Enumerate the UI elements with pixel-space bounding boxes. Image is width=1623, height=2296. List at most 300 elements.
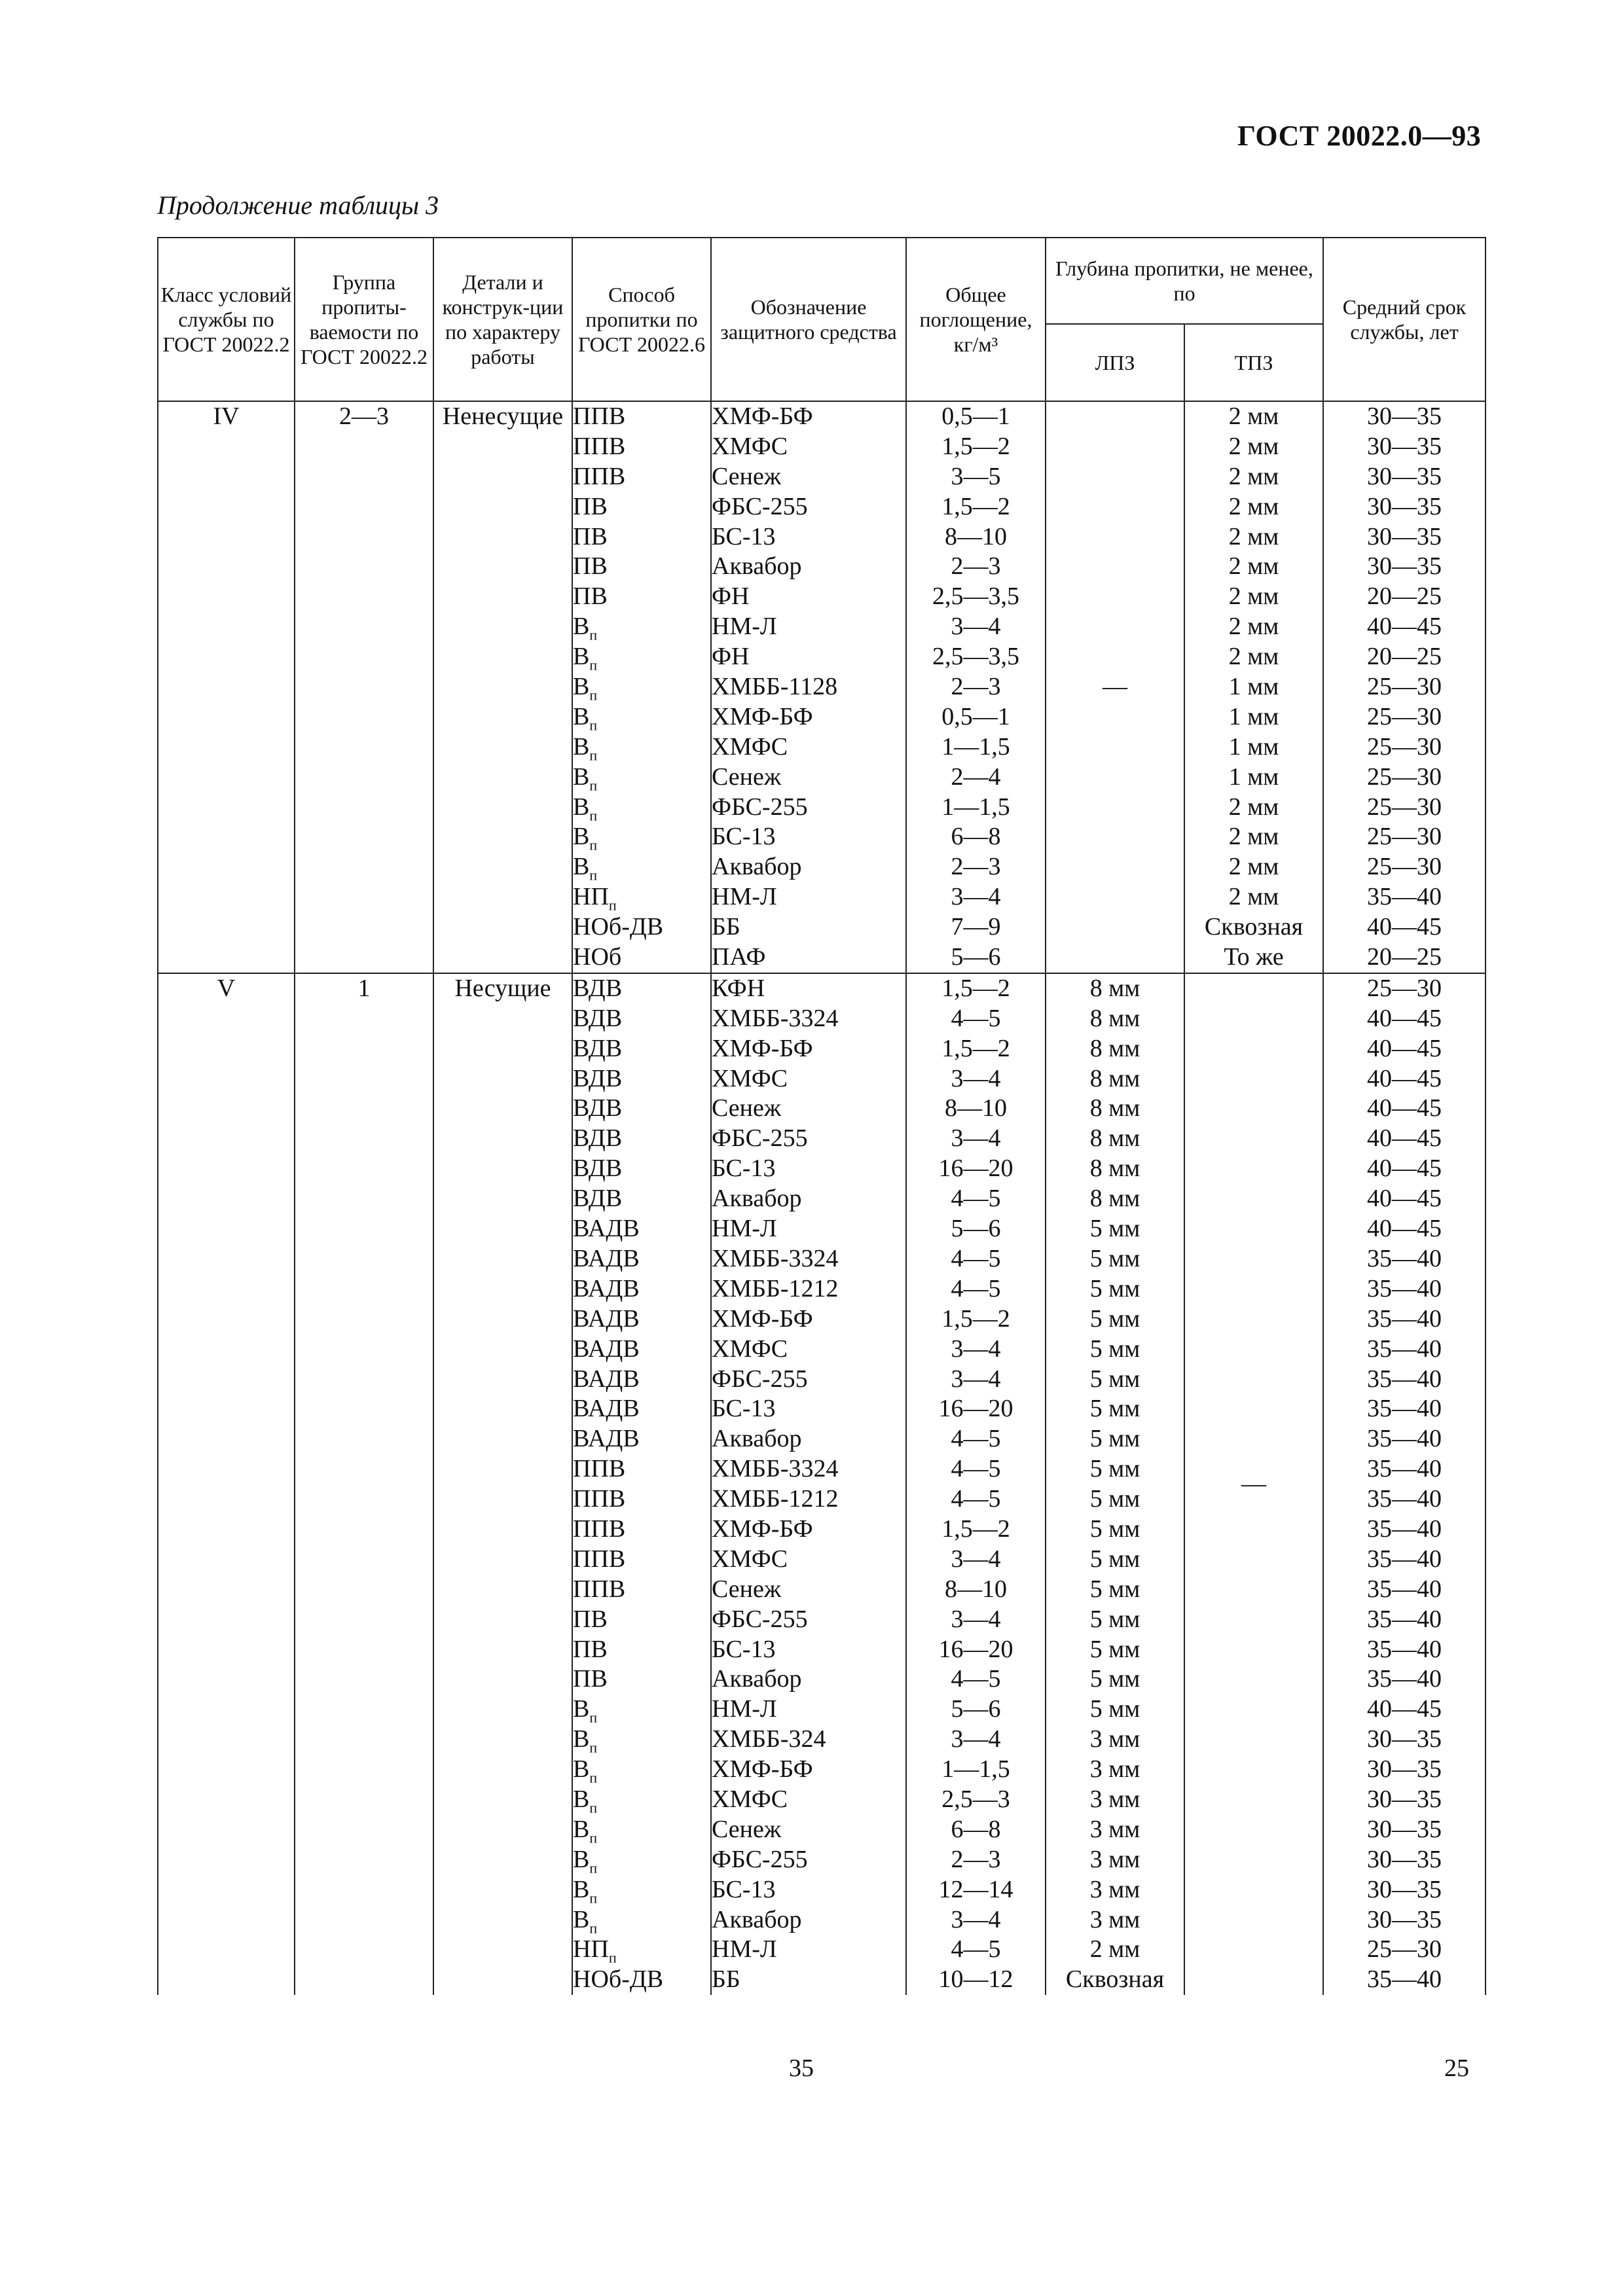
life-cell-value: 30—35 (1367, 1845, 1442, 1873)
absorption-cell-line (907, 432, 1045, 462)
agent-cell-line (712, 762, 905, 793)
agent-cell-value: НМ-Л (712, 613, 777, 641)
agent-cell-value: ХМББ-1212 (712, 1485, 839, 1513)
agent-cell-line (712, 672, 905, 702)
life-cell-value: 35—40 (1367, 1485, 1442, 1513)
lpz-cell-value: 8 мм (1089, 1185, 1140, 1213)
method-cell-value: ВАДВ (573, 1215, 640, 1243)
method-cell-value: ВДВ (573, 1124, 623, 1153)
absorption-cell-value: 4—5 (951, 1185, 1001, 1213)
absorption-cell-line (907, 732, 1045, 762)
absorption-cell-line (907, 1664, 1045, 1695)
absorption-cell-line (907, 1394, 1045, 1424)
agent-cell-value: ХМФС (712, 1064, 788, 1092)
life-cell-value: 40—45 (1367, 1094, 1442, 1122)
lpz-cell-value: 3 мм (1089, 1875, 1140, 1903)
tpz-cell-value: 2 мм (1228, 613, 1279, 641)
agent-cell-value: Аквабор (712, 1665, 802, 1693)
agent-cell (711, 401, 906, 973)
method-cell-line (573, 1785, 710, 1815)
lpz-cell-line (1046, 1935, 1184, 1965)
life-cell-line (1324, 1365, 1485, 1395)
method-cell-value: ВАДВ (573, 1274, 640, 1302)
life-cell-value: 30—35 (1367, 1785, 1442, 1813)
life-cell-line (1324, 1635, 1485, 1665)
life-cell-line (1324, 1785, 1485, 1815)
agent-cell-line (712, 492, 905, 522)
method-cell-value: В (573, 643, 590, 671)
life-cell-line (1324, 942, 1485, 973)
absorption-cell-line (907, 1094, 1045, 1124)
lpz-cell-value: 8 мм (1089, 974, 1140, 1002)
tpz-cell-line (1185, 762, 1322, 793)
agent-cell-line (712, 1454, 905, 1484)
method-cell-line (573, 1935, 710, 1965)
life-cell-value: 30—35 (1367, 522, 1442, 550)
tpz-cell-value: 1 мм (1228, 732, 1279, 761)
method-cell-value: ВАДВ (573, 1395, 640, 1423)
life-cell-line (1324, 1034, 1485, 1064)
absorption-cell-value: 3—4 (951, 1905, 1001, 1933)
absorption-cell-line (907, 522, 1045, 552)
life-cell-line (1324, 522, 1485, 552)
tpz-cell-value: То же (1224, 943, 1284, 971)
absorption-cell-value: 4—5 (951, 1004, 1001, 1032)
absorption-cell-value: 3—5 (951, 462, 1001, 490)
life-cell-value: 35—40 (1367, 1545, 1442, 1573)
agent-cell-value: НМ-Л (712, 883, 777, 911)
page-number-center: 35 (789, 2054, 814, 2082)
absorption-cell-line (907, 492, 1045, 522)
method-cell-line (573, 942, 710, 973)
life-cell-value: 35—40 (1367, 1665, 1442, 1693)
agent-cell-line (712, 852, 905, 882)
life-cell-value: 35—40 (1367, 1515, 1442, 1543)
agent-cell-value: ФБС-255 (712, 1845, 808, 1873)
method-subscript: п (589, 1799, 598, 1816)
agent-cell-line (712, 1515, 905, 1545)
life-cell-value: 30—35 (1367, 1815, 1442, 1843)
method-cell-line (573, 1214, 710, 1244)
agent-cell-line (712, 1755, 905, 1785)
absorption-cell-value: 3—4 (951, 1064, 1001, 1092)
absorption-cell-line (907, 702, 1045, 732)
lpz-cell-value: 3 мм (1089, 1725, 1140, 1753)
agent-cell-line (712, 1394, 905, 1424)
tpz-cell-value: 2 мм (1228, 823, 1279, 851)
col-header-lpz: ЛПЗ (1046, 324, 1184, 401)
absorption-cell-value: 1—1,5 (941, 793, 1010, 821)
absorption-cell-value: 2—3 (951, 552, 1001, 581)
agent-cell-value: ББ (712, 913, 740, 941)
life-cell-line (1324, 702, 1485, 732)
method-cell-line (573, 1515, 710, 1545)
lpz-cell-value: 5 мм (1089, 1274, 1140, 1302)
group-cell-text: 1 (357, 974, 371, 1002)
method-cell-value: ВАДВ (573, 1244, 640, 1272)
lpz-cell-line (1046, 1094, 1184, 1124)
absorption-cell-line (907, 974, 1045, 1004)
tpz-cell-line (1185, 912, 1322, 942)
life-cell-line (1324, 1335, 1485, 1365)
method-cell-line (573, 552, 710, 582)
lpz-cell-line (1046, 974, 1184, 1004)
method-cell-line (573, 1575, 710, 1605)
tpz-cell-value: 2 мм (1228, 883, 1279, 911)
absorption-cell-value: 1,5—2 (941, 974, 1010, 1002)
tpz-cell-value: 2 мм (1228, 432, 1279, 460)
lpz-cell-line (1046, 1845, 1184, 1875)
agent-cell-line (712, 1154, 905, 1184)
agent-cell-line (712, 1244, 905, 1274)
lpz-cell-value: 5 мм (1089, 1485, 1140, 1513)
life-cell-value: 30—35 (1367, 1755, 1442, 1784)
method-subscript: п (589, 867, 598, 884)
method-subscript: п (589, 807, 598, 824)
absorption-cell-line (907, 1575, 1045, 1605)
impregnation-table (157, 237, 1486, 1995)
tpz-cell (1184, 401, 1323, 973)
method-cell-line (573, 1454, 710, 1484)
method-cell-value: ПВ (573, 583, 608, 611)
class-cell-text: V (217, 974, 236, 1002)
absorption-cell-value: 8—10 (945, 522, 1007, 550)
life-cell-line (1324, 1124, 1485, 1154)
life-cell-line (1324, 1935, 1485, 1965)
method-cell-value: В (573, 823, 590, 851)
agent-cell-line (712, 1124, 905, 1154)
method-cell-line (573, 1274, 710, 1304)
tpz-cell-value: 2 мм (1228, 643, 1279, 671)
tpz-cell-line (1185, 822, 1322, 852)
tpz-cell-value: 2 мм (1228, 522, 1279, 550)
absorption-cell-value: 4—5 (951, 1935, 1001, 1964)
lpz-cell-line (1046, 1424, 1184, 1454)
tpz-cell-value: 2 мм (1228, 552, 1279, 581)
absorption-cell-line (907, 1635, 1045, 1665)
agent-cell-line (712, 1935, 905, 1965)
method-cell-line (573, 882, 710, 912)
agent-cell-value: ХМФС (712, 1335, 788, 1363)
method-cell-line (573, 1545, 710, 1575)
agent-cell-line (712, 1484, 905, 1515)
lpz-cell-value: 3 мм (1089, 1785, 1140, 1813)
method-cell-line (573, 1365, 710, 1395)
lpz-cell-line (1046, 1545, 1184, 1575)
life-cell-line (1324, 1845, 1485, 1875)
method-cell-value: В (573, 732, 590, 761)
tpz-cell-line (1185, 642, 1322, 672)
method-subscript: п (589, 1829, 598, 1846)
absorption-cell-line (907, 1605, 1045, 1635)
life-cell-line (1324, 1274, 1485, 1304)
lpz-cell-value: 8 мм (1089, 1094, 1140, 1122)
life-cell-line (1324, 672, 1485, 702)
tpz-cell-value: 1 мм (1228, 762, 1279, 791)
method-cell-line (573, 462, 710, 492)
method-cell-line (573, 1424, 710, 1454)
method-cell-value: В (573, 1875, 590, 1903)
absorption-cell-line (907, 402, 1045, 432)
lpz-cell-line (1046, 1905, 1184, 1935)
lpz-cell-value: 5 мм (1089, 1304, 1140, 1333)
lpz-cell: — (1046, 401, 1184, 973)
method-cell-line (573, 1875, 710, 1905)
life-cell-value: 35—40 (1367, 883, 1442, 911)
life-cell-line (1324, 1454, 1485, 1484)
tpz-cell-line (1185, 402, 1322, 432)
method-cell-value: ППВ (573, 432, 626, 460)
life-cell-line (1324, 1875, 1485, 1905)
life-cell-value: 40—45 (1367, 1034, 1442, 1062)
lpz-cell-line (1046, 1635, 1184, 1665)
tpz-cell-line (1185, 882, 1322, 912)
life-cell-line (1324, 432, 1485, 462)
agent-cell-value: ФБС-255 (712, 1365, 808, 1393)
absorption-cell-line (907, 882, 1045, 912)
life-cell-value: 40—45 (1367, 913, 1442, 941)
absorption-cell-line (907, 1695, 1045, 1725)
lpz-cell-value: 5 мм (1089, 1425, 1140, 1453)
absorption-cell-line (907, 793, 1045, 823)
lpz-cell-value: 5 мм (1089, 1335, 1140, 1363)
agent-cell-line (712, 582, 905, 612)
life-cell-line (1324, 402, 1485, 432)
agent-cell-value: ХМФ-БФ (712, 1034, 813, 1062)
col-header-method: Способ пропитки по ГОСТ 20022.6 (572, 238, 711, 401)
lpz-cell-value: 8 мм (1089, 1004, 1140, 1032)
method-subscript: п (589, 1769, 598, 1786)
agent-cell-line (712, 1875, 905, 1905)
method-cell-value: ВДВ (573, 974, 623, 1002)
life-cell-value: 30—35 (1367, 1725, 1442, 1753)
life-cell-value: 40—45 (1367, 613, 1442, 641)
tpz-cell-value: 2 мм (1228, 853, 1279, 881)
absorption-cell-line (907, 822, 1045, 852)
method-cell-value: В (573, 673, 590, 701)
col-header-tpz: ТПЗ (1184, 324, 1323, 401)
life-cell-line (1324, 882, 1485, 912)
agent-cell-line (712, 1365, 905, 1395)
lpz-cell-line (1046, 1034, 1184, 1064)
life-cell-value: 35—40 (1367, 1304, 1442, 1333)
life-cell-value: 25—30 (1367, 1935, 1442, 1964)
absorption-cell-line (907, 1905, 1045, 1935)
method-cell (572, 973, 711, 1995)
life-cell-value: 40—45 (1367, 1124, 1442, 1153)
absorption-cell-line (907, 1935, 1045, 1965)
agent-cell-value: ХМББ-1128 (712, 673, 838, 701)
method-cell-value: ППВ (573, 462, 626, 490)
method-cell-value: В (573, 762, 590, 791)
method-cell-line (573, 492, 710, 522)
lpz-cell-line (1046, 1785, 1184, 1815)
method-cell-line (573, 582, 710, 612)
lpz-cell-line (1046, 1124, 1184, 1154)
method-cell-line (573, 762, 710, 793)
tpz-cell-line (1185, 552, 1322, 582)
agent-cell-value: ХМББ-3324 (712, 1244, 839, 1272)
life-cell-line (1324, 1394, 1485, 1424)
method-cell-value: В (573, 793, 590, 821)
lpz-cell-value: 8 мм (1089, 1124, 1140, 1153)
lpz-cell-line (1046, 1154, 1184, 1184)
absorption-cell-line (907, 672, 1045, 702)
method-cell-value: ППВ (573, 403, 626, 430)
life-cell-line (1324, 1905, 1485, 1935)
agent-cell-line (712, 1274, 905, 1304)
lpz-cell-value: 3 мм (1089, 1905, 1140, 1933)
life-cell-line (1324, 1605, 1485, 1635)
life-cell-line (1324, 1304, 1485, 1335)
agent-cell-value: БС-13 (712, 522, 776, 550)
method-cell-line (573, 672, 710, 702)
life-cell-line (1324, 612, 1485, 642)
tpz-cell: — (1184, 973, 1323, 1995)
agent-cell-value: ФБС-255 (712, 1605, 808, 1633)
col-header-group: Группа пропиты-ваемости по ГОСТ 20022.2 (295, 238, 433, 401)
lpz-cell-value: 8 мм (1089, 1064, 1140, 1092)
agent-cell-value: НМ-Л (712, 1935, 777, 1964)
life-cell-value: 35—40 (1367, 1425, 1442, 1453)
agent-cell-line (712, 822, 905, 852)
method-cell-value: ПВ (573, 522, 608, 550)
agent-cell-value: БС-13 (712, 1155, 776, 1183)
lpz-cell-value: 5 мм (1089, 1695, 1140, 1723)
agent-cell-value: ХМББ-1212 (712, 1274, 839, 1302)
agent-cell-line (712, 1214, 905, 1244)
absorption-cell-value: 2,5—3,5 (932, 583, 1019, 611)
absorption-cell-line (907, 1845, 1045, 1875)
life-cell-line (1324, 582, 1485, 612)
agent-cell-value: ПАФ (712, 943, 766, 971)
standard-number: ГОСТ 20022.0—93 (1237, 120, 1482, 152)
life-cell-value: 35—40 (1367, 1965, 1442, 1994)
life-cell-value: 25—30 (1367, 793, 1442, 821)
agent-cell-line (712, 1965, 905, 1995)
tpz-cell-value: 2 мм (1228, 462, 1279, 490)
absorption-cell-line (907, 1515, 1045, 1545)
method-cell-value: ППВ (573, 1545, 626, 1573)
method-cell-line (573, 1124, 710, 1154)
agent-cell-line (712, 732, 905, 762)
absorption-cell-value: 3—4 (951, 1725, 1001, 1753)
agent-cell-line (712, 552, 905, 582)
method-cell-value: ПВ (573, 1665, 608, 1693)
agent-cell-line (712, 1845, 905, 1875)
method-cell-line (573, 1034, 710, 1064)
tpz-cell-line (1185, 462, 1322, 492)
absorption-cell-line (907, 1124, 1045, 1154)
agent-cell-value: БС-13 (712, 1395, 776, 1423)
method-cell (572, 401, 711, 973)
method-cell-line (573, 1815, 710, 1845)
absorption-cell-line (907, 852, 1045, 882)
agent-cell-value: ХМФ-БФ (712, 403, 813, 430)
method-cell-line (573, 1184, 710, 1214)
method-cell-line (573, 402, 710, 432)
agent-cell-value: Сенеж (712, 462, 782, 490)
life-cell-value: 30—35 (1367, 403, 1442, 430)
life-cell-value: 40—45 (1367, 1155, 1442, 1183)
life-cell-value: 35—40 (1367, 1575, 1442, 1603)
method-cell-value: В (573, 1785, 590, 1813)
col-header-absorption: Общее поглощение, кг/м³ (906, 238, 1046, 401)
method-cell-line (573, 1635, 710, 1665)
life-cell-value: 20—25 (1367, 943, 1442, 971)
agent-cell-value: ББ (712, 1965, 740, 1994)
life-cell-value: 30—35 (1367, 1905, 1442, 1933)
lpz-cell-value: 3 мм (1089, 1755, 1140, 1784)
life-cell-line (1324, 732, 1485, 762)
life-cell-value: 25—30 (1367, 974, 1442, 1002)
absorption-cell-line (907, 1304, 1045, 1335)
method-cell-value: В (573, 1905, 590, 1933)
method-cell-value: В (573, 1815, 590, 1843)
agent-cell-line (712, 1725, 905, 1755)
agent-cell-line (712, 1064, 905, 1094)
agent-cell-line (712, 1905, 905, 1935)
col-header-details: Детали и конструк-ции по характеру работы (433, 238, 572, 401)
absorption-cell-value: 3—4 (951, 1365, 1001, 1393)
absorption-cell-value: 0,5—1 (941, 702, 1010, 730)
lpz-cell-line (1046, 1274, 1184, 1304)
lpz-cell-value: Сквозная (1065, 1965, 1165, 1994)
method-subscript: п (589, 717, 598, 734)
method-cell-line (573, 912, 710, 942)
agent-cell-line (712, 612, 905, 642)
agent-cell-value: ФБС-255 (712, 492, 808, 520)
life-cell-line (1324, 852, 1485, 882)
absorption-cell-value: 8—10 (945, 1094, 1007, 1122)
life-cell-line (1324, 822, 1485, 852)
life-cell-value: 40—45 (1367, 1695, 1442, 1723)
method-cell-line (573, 432, 710, 462)
method-cell-value: ВДВ (573, 1155, 623, 1183)
method-cell-value: В (573, 853, 590, 881)
details-cell (433, 973, 572, 1995)
agent-cell-line (712, 1605, 905, 1635)
lpz-cell-value: 8 мм (1089, 1034, 1140, 1062)
absorption-cell-line (907, 1274, 1045, 1304)
lpz-cell-value: 8 мм (1089, 1155, 1140, 1183)
agent-cell-value: Аквабор (712, 1425, 802, 1453)
absorption-cell-value: 4—5 (951, 1274, 1001, 1302)
method-cell-value: НП (573, 883, 609, 911)
absorption-cell-value: 3—4 (951, 1605, 1001, 1633)
life-cell-line (1324, 974, 1485, 1004)
absorption-cell-line (907, 1244, 1045, 1274)
absorption-cell-value: 1,5—2 (941, 1515, 1010, 1543)
method-cell-line (573, 1755, 710, 1785)
absorption-cell-line (907, 1875, 1045, 1905)
absorption-cell-value: 4—5 (951, 1665, 1001, 1693)
life-cell-line (1324, 1515, 1485, 1545)
agent-cell-value: Сенеж (712, 1815, 782, 1843)
life-cell-value: 40—45 (1367, 1064, 1442, 1092)
life-cell-value: 25—30 (1367, 853, 1442, 881)
method-cell-value: НП (573, 1935, 609, 1964)
page-number-right: 25 (1444, 2054, 1469, 2082)
method-subscript: п (589, 687, 598, 704)
method-subscript: п (589, 1890, 598, 1907)
agent-cell-value: ХМФС (712, 432, 788, 460)
absorption-cell-line (907, 1785, 1045, 1815)
life-cell-line (1324, 492, 1485, 522)
life-cell-value: 35—40 (1367, 1335, 1442, 1363)
lpz-cell-value: 5 мм (1089, 1515, 1140, 1543)
method-subscript: п (589, 626, 598, 643)
